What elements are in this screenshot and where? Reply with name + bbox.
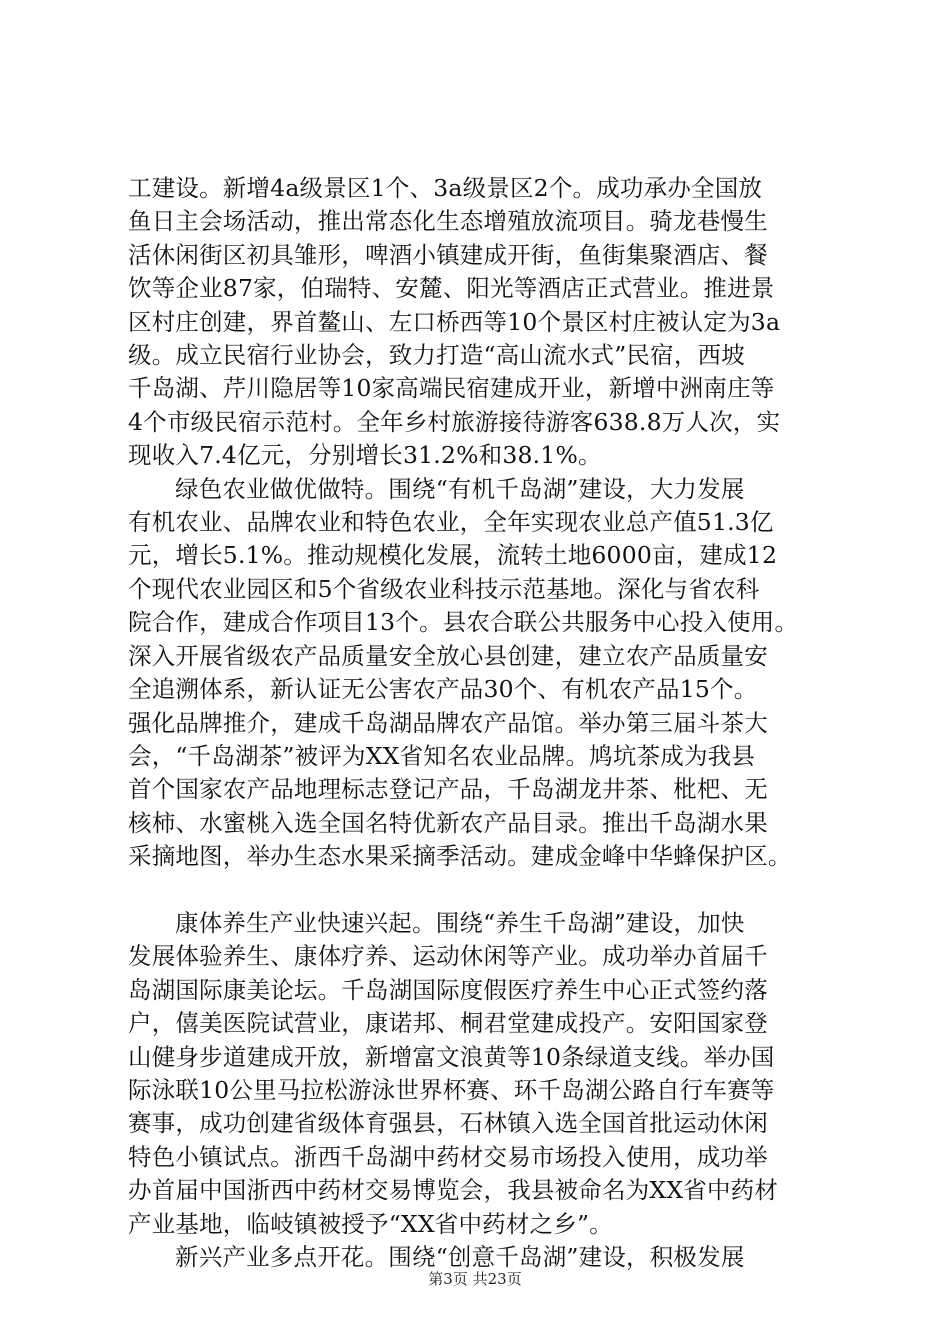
paragraph-green-agriculture: 绿色农业做优做特。围绕“有机千岛湖”建设，大力发展 有机农业、品牌农业和特色农业，全年实现农业总产值51.3亿 元，增长5.1%。推动规模化发展，流转土地6000亩，建成12 个现代农业园区和5个省级农业科技示范基地。深化与省农科 院合作，建成合作项目13个。县农合联公共服务中心投入使用。 深入开展省级农产品质量安全放心县创建，建立农产品质量安 全追溯体系，新认证无公害农产品30个、有机农产品15个。 强化品牌推介，建成千岛湖品牌农产品馆。举办第三届斗茶大 会，“千岛湖茶”被评为XX省知名农业品牌。鸠坑茶成为我县 首个国家农产品地理标志登记产品，千岛湖龙井茶、枇杷、无 核柿、水蜜桃入选全国名特优新农产品目录。推出千岛湖水果 采摘地图，举办生态水果采摘季活动。建成金峰中华蜂保护区。 — [128, 474, 799, 871]
page-number: 第3页 共23页 — [428, 1270, 522, 1288]
paragraph-health-industry: 康体养生产业快速兴起。围绕“养生千岛湖”建设，加快 发展体验养生、康体疗养、运动休闲等产业。成功举办首届千 岛湖国际康美论坛。千岛湖国际度假医疗养生中心正式签约落 户，僖美医院试营业，康诺邦、桐君堂建成投产。安阳国家登 山健身步道建成开放，新增富文浪黄等10条绿道支线。举办国 际泳联10公里马拉松游泳世界杯赛、环千岛湖公路自行车赛等 赛事，成功创建省级体育强县，石林镇入选全国首批运动休闲 特色小镇试点。浙西千岛湖中药材交易市场投入使用，成功举 办首届中国浙西中药材交易博览会，我县被命名为XX省中药材 产业基地，临岐镇被授予“XX省中药材之乡”。 — [128, 908, 779, 1238]
paragraph-emerging-industry: 新兴产业多点开花。围绕“创意千岛湖”建设，积极发展 — [175, 1242, 745, 1271]
page-footer — [0, 1268, 950, 1289]
document-body — [128, 172, 833, 1274]
paragraph-tourism-continued: 工建设。新增4a级景区1个、3a级景区2个。成功承办全国放 鱼日主会场活动，推出常态化生态增殖放流项目。骑龙巷慢生 活休闲街区初具雏形，啤酒小镇建成开街，鱼街集聚酒店、餐 饮等企业87家，伯瑞特、安麓、阳光等酒店正式营业。推进景 区村庄创建，界首鳌山、左口桥西等10个景区村庄被认定为3a 级。成立民宿行业协会，致力打造“高山流水式”民宿，西坡 千岛湖、芹川隐居等10家高端民宿建成开业，新增中洲南庄等 4个市级民宿示范村。全年乡村旅游接待游客638.8万人次，实 现收入7.4亿元，分别增长31.2%和38.1%。 — [128, 174, 781, 470]
